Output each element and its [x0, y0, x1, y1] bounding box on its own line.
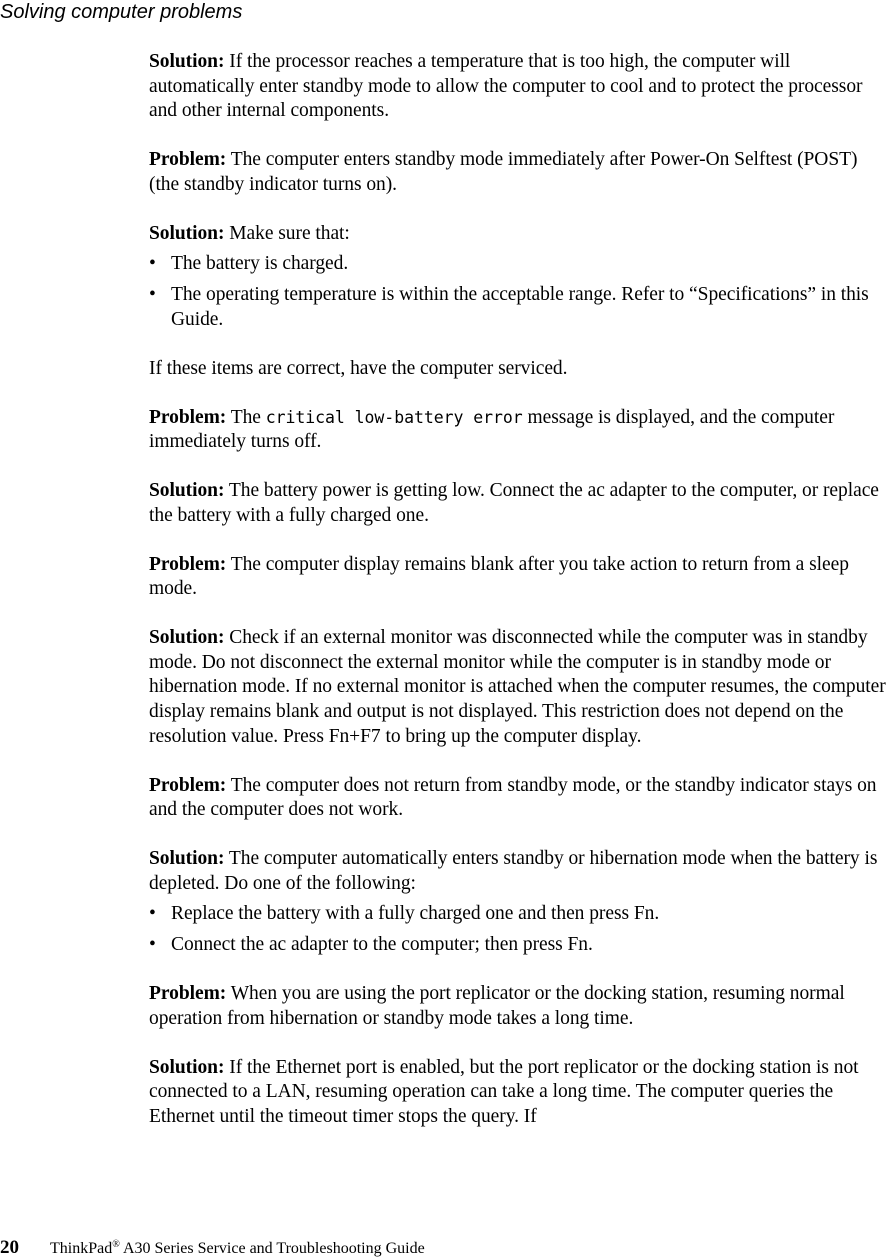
list-item	[149, 252, 889, 277]
problem-paragraph	[149, 148, 889, 197]
problem-label: Problem:	[149, 406, 227, 428]
problem-paragraph	[149, 406, 889, 455]
paragraph-text: If the Ethernet port is enabled, but the port replicator or the docking station is not connected to a LAN, resuming operation can take a long time. The computer queries the Ethernet until the timeout timer stops the query. If	[149, 1056, 859, 1127]
paragraph-text: If the processor reaches a temperature that is too high, the computer will automatically enter standby mode to allow the computer to cool and to protect the processor and other internal components.	[149, 51, 863, 122]
problem-label: Problem:	[149, 553, 227, 575]
solution-paragraph	[149, 847, 889, 896]
solution-paragraph	[149, 1056, 889, 1130]
solution-label: Solution:	[149, 848, 225, 870]
problem-label: Problem:	[149, 982, 227, 1004]
list-item	[149, 283, 889, 332]
error-message-code: critical low-battery error	[265, 407, 523, 427]
paragraph-text: The computer does not return from standby mode, or the standby indicator stays on and the computer does not work.	[149, 774, 877, 821]
problem-label: Problem:	[149, 149, 227, 171]
paragraph-text: The battery power is getting low. Connect the ac adapter to the computer, or replace the battery with a fully charged one.	[149, 480, 879, 526]
list-item-text: Replace the battery with a fully charged one and then press Fn.	[171, 903, 660, 925]
paragraph-text: Make sure that:	[224, 222, 350, 244]
bullet-icon: •	[149, 253, 156, 275]
problem-paragraph	[149, 774, 889, 823]
list-item-text: Connect the ac adapter to the computer; then press Fn.	[171, 933, 593, 955]
paragraph-text: Check if an external monitor was disconnected while the computer was in standby mode. Do not disconnect the external monitor while the computer is in standby mode or hibernation mode. If no external monitor is attached when the computer resumes, the computer display remains blank and output is not displayed. This restriction does not depend on the resolution value. Press Fn+F7 to bring up the computer display.	[149, 627, 886, 747]
bullet-list	[149, 252, 889, 332]
running-header: Solving computer problems	[0, 1, 243, 23]
problem-paragraph	[149, 553, 889, 602]
solution-label: Solution:	[149, 627, 225, 649]
page-number: 20	[0, 1237, 19, 1258]
plain-paragraph: If these items are correct, have the computer serviced.	[149, 357, 568, 379]
solution-label: Solution:	[149, 222, 225, 244]
paragraph-text: The	[226, 406, 266, 428]
bullet-list	[149, 902, 889, 957]
paragraph-text: The computer display remains blank after you take action to return from a sleep mode.	[149, 553, 849, 600]
list-item	[149, 902, 889, 927]
page-footer	[0, 1234, 425, 1260]
document-body	[149, 50, 889, 1154]
solution-label: Solution:	[149, 51, 225, 72]
bullet-icon: •	[149, 283, 156, 305]
solution-paragraph	[149, 479, 889, 528]
problem-label: Problem:	[149, 774, 227, 796]
problem-paragraph	[149, 982, 889, 1031]
solution-paragraph	[149, 626, 889, 749]
solution-paragraph	[149, 222, 889, 247]
registered-mark: ®	[112, 1239, 120, 1250]
list-item-text: The operating temperature is within the acceptable range. Refer to “Specifications” in this Guide.	[171, 283, 869, 330]
solution-paragraph	[149, 50, 889, 124]
list-item-text: The battery is charged.	[171, 253, 349, 275]
solution-label: Solution:	[149, 1056, 225, 1078]
footer-guide-title: A30 Series Service and Troubleshooting Guide	[119, 1240, 425, 1257]
list-item	[149, 933, 889, 958]
footer-brand: ThinkPad	[50, 1240, 113, 1257]
paragraph-text: The computer automatically enters standby or hibernation mode when the battery is depleted. Do one of the following:	[149, 848, 878, 894]
solution-label: Solution:	[149, 480, 225, 502]
paragraph-text: The computer enters standby mode immediately after Power-On Selftest (POST) (the standby indicator turns on).	[149, 149, 858, 195]
paragraph-text: When you are using the port replicator or the docking station, resuming normal operation from hibernation or standby mode takes a long time.	[149, 982, 845, 1029]
bullet-icon: •	[149, 933, 156, 955]
bullet-icon: •	[149, 903, 156, 925]
paragraph-text: message is displayed, and the computer immediately turns off.	[149, 406, 835, 453]
